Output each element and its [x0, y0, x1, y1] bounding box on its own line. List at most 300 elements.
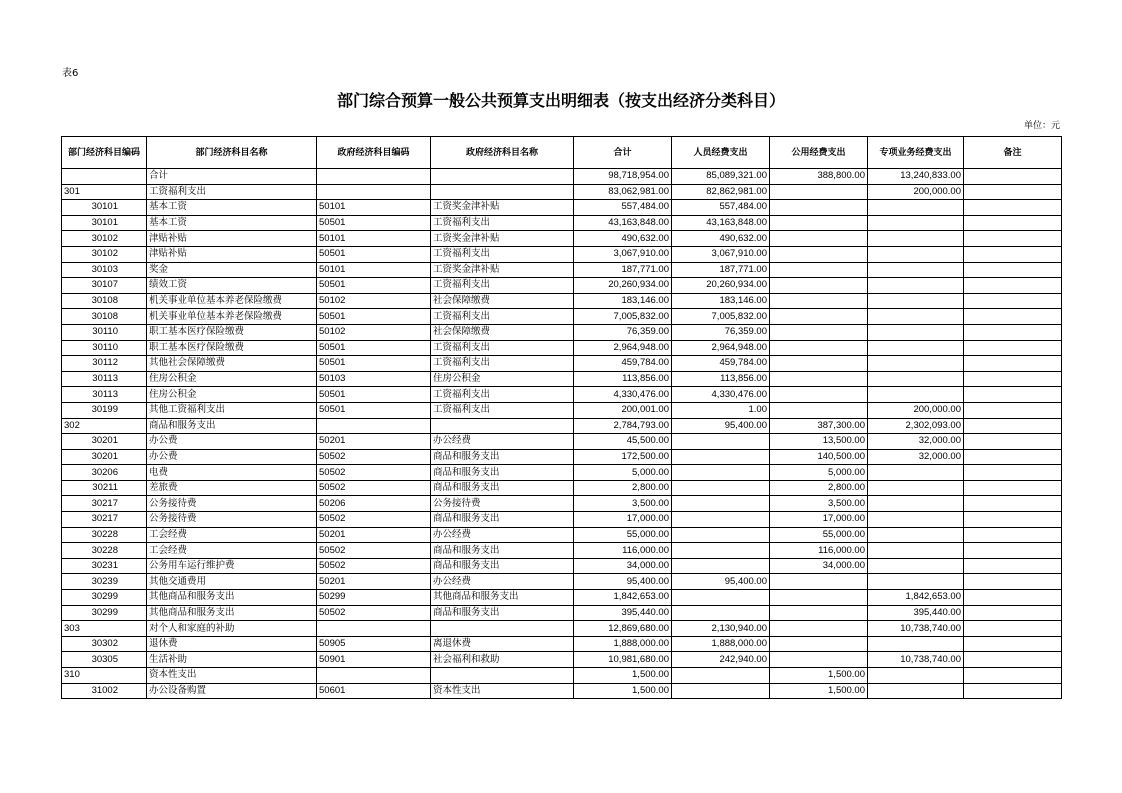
dept-name-cell: 其他交通费用 [147, 574, 317, 590]
gov-code-cell: 50101 [317, 200, 431, 216]
dept-name-cell: 其他商品和服务支出 [147, 605, 317, 621]
public-cell [770, 652, 868, 668]
table-row [62, 465, 1062, 481]
dept-code-cell: 30112 [62, 356, 147, 372]
dept-code-cell: 30101 [62, 215, 147, 231]
header-total: 合计 [574, 137, 672, 169]
gov-code-cell: 50901 [317, 652, 431, 668]
public-cell: 3,500.00 [770, 496, 868, 512]
personnel-cell: 95,400.00 [672, 418, 770, 434]
public-cell [770, 371, 868, 387]
table-row [62, 621, 1062, 637]
table-row [62, 418, 1062, 434]
public-cell: 140,500.00 [770, 449, 868, 465]
total-cell: 1,888,000.00 [574, 636, 672, 652]
gov-code-cell [317, 668, 431, 684]
gov-code-cell: 50905 [317, 636, 431, 652]
gov-name-cell: 资本性支出 [431, 683, 574, 699]
gov-code-cell: 50501 [317, 215, 431, 231]
table-row [62, 262, 1062, 278]
special-cell [868, 340, 964, 356]
note-cell [964, 293, 1062, 309]
total-cell: 34,000.00 [574, 558, 672, 574]
public-cell: 116,000.00 [770, 543, 868, 559]
dept-code-cell: 30201 [62, 449, 147, 465]
special-cell [868, 574, 964, 590]
total-cell: 55,000.00 [574, 527, 672, 543]
personnel-cell: 82,862,981.00 [672, 184, 770, 200]
gov-code-cell: 50502 [317, 449, 431, 465]
total-cell: 3,067,910.00 [574, 246, 672, 262]
gov-name-cell [431, 418, 574, 434]
gov-name-cell [431, 184, 574, 200]
unit-label: 单位：元 [1023, 121, 1060, 131]
dept-name-cell: 生活补助 [147, 652, 317, 668]
special-cell [868, 496, 964, 512]
gov-code-cell: 50502 [317, 480, 431, 496]
public-cell [770, 246, 868, 262]
table-row [62, 402, 1062, 418]
gov-name-cell: 住房公积金 [431, 371, 574, 387]
gov-name-cell: 工资福利支出 [431, 309, 574, 325]
note-cell [964, 324, 1062, 340]
table-row [62, 356, 1062, 372]
personnel-cell [672, 449, 770, 465]
gov-name-cell: 其他商品和服务支出 [431, 590, 574, 606]
note-cell [964, 418, 1062, 434]
public-cell: 1,500.00 [770, 668, 868, 684]
note-cell [964, 184, 1062, 200]
note-cell [964, 558, 1062, 574]
personnel-cell: 85,089,321.00 [672, 169, 770, 185]
personnel-cell: 20,260,934.00 [672, 278, 770, 294]
dept-name-cell: 住房公积金 [147, 371, 317, 387]
special-cell: 2,302,093.00 [868, 418, 964, 434]
dept-name-cell: 差旅费 [147, 480, 317, 496]
public-cell [770, 574, 868, 590]
dept-name-cell: 基本工资 [147, 200, 317, 216]
total-cell: 557,484.00 [574, 200, 672, 216]
gov-code-cell [317, 418, 431, 434]
gov-code-cell: 50502 [317, 465, 431, 481]
personnel-cell: 490,632.00 [672, 231, 770, 247]
personnel-cell: 113,856.00 [672, 371, 770, 387]
public-cell: 34,000.00 [770, 558, 868, 574]
dept-name-cell: 工会经费 [147, 543, 317, 559]
dept-name-cell: 工会经费 [147, 527, 317, 543]
gov-name-cell: 商品和服务支出 [431, 543, 574, 559]
note-cell [964, 246, 1062, 262]
dept-name-cell: 公务用车运行维护费 [147, 558, 317, 574]
special-cell: 200,000.00 [868, 184, 964, 200]
dept-name-cell: 办公费 [147, 434, 317, 450]
dept-code-cell: 30101 [62, 200, 147, 216]
personnel-cell: 2,130,940.00 [672, 621, 770, 637]
note-cell [964, 574, 1062, 590]
note-cell [964, 262, 1062, 278]
gov-name-cell [431, 668, 574, 684]
dept-name-cell: 公务接待费 [147, 496, 317, 512]
total-cell: 183,146.00 [574, 293, 672, 309]
gov-code-cell [317, 184, 431, 200]
personnel-cell [672, 480, 770, 496]
special-cell [868, 278, 964, 294]
dept-name-cell: 办公费 [147, 449, 317, 465]
special-cell [868, 262, 964, 278]
header-personnel: 人员经费支出 [672, 137, 770, 169]
table-row [62, 215, 1062, 231]
total-cell: 17,000.00 [574, 512, 672, 528]
personnel-cell: 4,330,476.00 [672, 387, 770, 403]
table-row [62, 371, 1062, 387]
total-cell: 113,856.00 [574, 371, 672, 387]
table-body [62, 169, 1062, 699]
table-row [62, 246, 1062, 262]
total-cell: 95,400.00 [574, 574, 672, 590]
total-cell: 45,500.00 [574, 434, 672, 450]
note-cell [964, 200, 1062, 216]
note-cell [964, 169, 1062, 185]
table-row [62, 449, 1062, 465]
dept-code-cell: 31002 [62, 683, 147, 699]
personnel-cell: 183,146.00 [672, 293, 770, 309]
gov-code-cell: 50502 [317, 558, 431, 574]
total-cell: 7,005,832.00 [574, 309, 672, 325]
dept-name-cell: 职工基本医疗保险缴费 [147, 324, 317, 340]
gov-name-cell: 商品和服务支出 [431, 480, 574, 496]
total-cell: 4,330,476.00 [574, 387, 672, 403]
gov-name-cell: 商品和服务支出 [431, 512, 574, 528]
header-special: 专项业务经费支出 [868, 137, 964, 169]
table-row [62, 309, 1062, 325]
table-row [62, 652, 1062, 668]
special-cell [868, 293, 964, 309]
gov-name-cell: 商品和服务支出 [431, 558, 574, 574]
personnel-cell: 459,784.00 [672, 356, 770, 372]
personnel-cell [672, 668, 770, 684]
public-cell [770, 605, 868, 621]
special-cell [868, 215, 964, 231]
special-cell [868, 200, 964, 216]
public-cell [770, 324, 868, 340]
dept-name-cell: 绩效工资 [147, 278, 317, 294]
gov-name-cell: 商品和服务支出 [431, 605, 574, 621]
total-cell: 10,981,680.00 [574, 652, 672, 668]
table-row [62, 496, 1062, 512]
public-cell: 13,500.00 [770, 434, 868, 450]
gov-name-cell: 工资福利支出 [431, 215, 574, 231]
dept-code-cell: 30113 [62, 371, 147, 387]
public-cell [770, 636, 868, 652]
public-cell: 388,800.00 [770, 169, 868, 185]
dept-name-cell: 津贴补贴 [147, 246, 317, 262]
note-cell [964, 449, 1062, 465]
gov-name-cell: 工资奖金津补贴 [431, 200, 574, 216]
gov-name-cell: 商品和服务支出 [431, 465, 574, 481]
personnel-cell [672, 683, 770, 699]
special-cell: 200,000.00 [868, 402, 964, 418]
special-cell [868, 683, 964, 699]
gov-name-cell: 商品和服务支出 [431, 449, 574, 465]
note-cell [964, 340, 1062, 356]
dept-code-cell: 30299 [62, 605, 147, 621]
special-cell: 13,240,833.00 [868, 169, 964, 185]
header-public: 公用经费支出 [770, 137, 868, 169]
dept-code-cell: 30108 [62, 309, 147, 325]
special-cell [868, 309, 964, 325]
dept-name-cell: 其他工资福利支出 [147, 402, 317, 418]
table-row [62, 293, 1062, 309]
note-cell [964, 543, 1062, 559]
total-cell: 20,260,934.00 [574, 278, 672, 294]
table-row [62, 184, 1062, 200]
special-cell [868, 543, 964, 559]
dept-code-cell: 301 [62, 184, 147, 200]
special-cell [868, 387, 964, 403]
dept-code-cell: 30110 [62, 324, 147, 340]
total-cell: 12,869,680.00 [574, 621, 672, 637]
dept-code-cell: 30199 [62, 402, 147, 418]
gov-code-cell: 50201 [317, 574, 431, 590]
gov-code-cell: 50299 [317, 590, 431, 606]
dept-code-cell: 302 [62, 418, 147, 434]
special-cell: 10,738,740.00 [868, 652, 964, 668]
note-cell [964, 356, 1062, 372]
table-row [62, 558, 1062, 574]
dept-name-cell: 资本性支出 [147, 668, 317, 684]
table-row [62, 324, 1062, 340]
dept-code-cell [62, 169, 147, 185]
note-cell [964, 231, 1062, 247]
personnel-cell [672, 543, 770, 559]
dept-name-cell: 办公设备购置 [147, 683, 317, 699]
gov-name-cell: 离退休费 [431, 636, 574, 652]
personnel-cell [672, 512, 770, 528]
header-gov-code: 政府经济科目编码 [317, 137, 431, 169]
gov-name-cell: 工资奖金津补贴 [431, 262, 574, 278]
public-cell [770, 231, 868, 247]
total-cell: 98,718,954.00 [574, 169, 672, 185]
personnel-cell [672, 527, 770, 543]
total-cell: 187,771.00 [574, 262, 672, 278]
dept-name-cell: 退休费 [147, 636, 317, 652]
table-number: 表6 [62, 68, 79, 79]
gov-code-cell: 50501 [317, 402, 431, 418]
dept-name-cell: 机关事业单位基本养老保险缴费 [147, 293, 317, 309]
note-cell [964, 496, 1062, 512]
gov-code-cell: 50102 [317, 324, 431, 340]
table-row [62, 527, 1062, 543]
dept-code-cell: 30102 [62, 246, 147, 262]
gov-code-cell: 50103 [317, 371, 431, 387]
personnel-cell: 187,771.00 [672, 262, 770, 278]
public-cell [770, 590, 868, 606]
gov-name-cell: 工资福利支出 [431, 387, 574, 403]
note-cell [964, 512, 1062, 528]
public-cell: 17,000.00 [770, 512, 868, 528]
total-cell: 3,500.00 [574, 496, 672, 512]
public-cell [770, 215, 868, 231]
special-cell [868, 527, 964, 543]
gov-code-cell: 50501 [317, 246, 431, 262]
note-cell [964, 636, 1062, 652]
dept-name-cell: 奖金 [147, 262, 317, 278]
gov-code-cell: 50201 [317, 434, 431, 450]
personnel-cell: 3,067,910.00 [672, 246, 770, 262]
gov-code-cell: 50101 [317, 262, 431, 278]
table-row [62, 278, 1062, 294]
gov-name-cell [431, 621, 574, 637]
table-row [62, 200, 1062, 216]
personnel-cell: 242,940.00 [672, 652, 770, 668]
dept-code-cell: 30113 [62, 387, 147, 403]
table-row [62, 636, 1062, 652]
public-cell [770, 278, 868, 294]
total-cell: 2,784,793.00 [574, 418, 672, 434]
special-cell [868, 246, 964, 262]
table-row [62, 387, 1062, 403]
dept-code-cell: 303 [62, 621, 147, 637]
dept-name-cell: 电费 [147, 465, 317, 481]
gov-name-cell: 工资奖金津补贴 [431, 231, 574, 247]
gov-name-cell: 办公经费 [431, 527, 574, 543]
gov-code-cell: 50501 [317, 309, 431, 325]
total-cell: 43,163,848.00 [574, 215, 672, 231]
dept-code-cell: 30110 [62, 340, 147, 356]
header-gov-name: 政府经济科目名称 [431, 137, 574, 169]
dept-name-cell: 其他社会保障缴费 [147, 356, 317, 372]
total-cell: 76,359.00 [574, 324, 672, 340]
gov-name-cell: 工资福利支出 [431, 340, 574, 356]
dept-code-cell: 30206 [62, 465, 147, 481]
dept-name-cell: 津贴补贴 [147, 231, 317, 247]
total-cell: 395,440.00 [574, 605, 672, 621]
personnel-cell: 7,005,832.00 [672, 309, 770, 325]
gov-code-cell: 50101 [317, 231, 431, 247]
gov-code-cell: 50502 [317, 512, 431, 528]
public-cell [770, 184, 868, 200]
personnel-cell: 1,888,000.00 [672, 636, 770, 652]
special-cell [868, 356, 964, 372]
table-row [62, 683, 1062, 699]
special-cell [868, 231, 964, 247]
dept-code-cell: 30305 [62, 652, 147, 668]
total-cell: 116,000.00 [574, 543, 672, 559]
dept-code-cell: 30239 [62, 574, 147, 590]
personnel-cell [672, 590, 770, 606]
public-cell [770, 402, 868, 418]
note-cell [964, 371, 1062, 387]
note-cell [964, 215, 1062, 231]
personnel-cell: 76,359.00 [672, 324, 770, 340]
total-cell: 490,632.00 [574, 231, 672, 247]
header-note: 备注 [964, 137, 1062, 169]
gov-code-cell: 50501 [317, 278, 431, 294]
table-row [62, 434, 1062, 450]
dept-code-cell: 310 [62, 668, 147, 684]
note-cell [964, 480, 1062, 496]
note-cell [964, 402, 1062, 418]
special-cell [868, 465, 964, 481]
note-cell [964, 278, 1062, 294]
note-cell [964, 387, 1062, 403]
personnel-cell: 95,400.00 [672, 574, 770, 590]
dept-name-cell: 住房公积金 [147, 387, 317, 403]
note-cell [964, 465, 1062, 481]
special-cell [868, 558, 964, 574]
gov-name-cell: 办公经费 [431, 574, 574, 590]
personnel-cell: 2,964,948.00 [672, 340, 770, 356]
special-cell [868, 636, 964, 652]
public-cell [770, 621, 868, 637]
dept-name-cell: 其他商品和服务支出 [147, 590, 317, 606]
special-cell [868, 324, 964, 340]
dept-code-cell: 30217 [62, 512, 147, 528]
public-cell [770, 293, 868, 309]
total-cell: 1,842,653.00 [574, 590, 672, 606]
gov-name-cell: 办公经费 [431, 434, 574, 450]
special-cell: 32,000.00 [868, 449, 964, 465]
special-cell: 395,440.00 [868, 605, 964, 621]
gov-name-cell: 工资福利支出 [431, 278, 574, 294]
personnel-cell [672, 558, 770, 574]
note-cell [964, 652, 1062, 668]
dept-code-cell: 30302 [62, 636, 147, 652]
total-cell: 172,500.00 [574, 449, 672, 465]
personnel-cell [672, 465, 770, 481]
budget-table [61, 136, 1062, 699]
special-cell: 32,000.00 [868, 434, 964, 450]
public-cell: 2,800.00 [770, 480, 868, 496]
public-cell [770, 309, 868, 325]
public-cell [770, 262, 868, 278]
public-cell [770, 387, 868, 403]
dept-code-cell: 30231 [62, 558, 147, 574]
note-cell [964, 309, 1062, 325]
header-dept-code: 部门经济科目编码 [62, 137, 147, 169]
table-row [62, 480, 1062, 496]
personnel-cell: 1.00 [672, 402, 770, 418]
gov-name-cell: 社会保障缴费 [431, 324, 574, 340]
gov-name-cell: 工资福利支出 [431, 402, 574, 418]
dept-name-cell: 基本工资 [147, 215, 317, 231]
gov-code-cell: 50601 [317, 683, 431, 699]
public-cell [770, 340, 868, 356]
gov-code-cell: 50501 [317, 340, 431, 356]
special-cell: 1,842,653.00 [868, 590, 964, 606]
dept-name-cell: 机关事业单位基本养老保险缴费 [147, 309, 317, 325]
public-cell [770, 200, 868, 216]
dept-name-cell: 工资福利支出 [147, 184, 317, 200]
dept-code-cell: 30228 [62, 543, 147, 559]
gov-name-cell: 社会保障缴费 [431, 293, 574, 309]
dept-name-cell: 商品和服务支出 [147, 418, 317, 434]
total-cell: 83,062,981.00 [574, 184, 672, 200]
note-cell [964, 683, 1062, 699]
note-cell [964, 621, 1062, 637]
dept-name-cell: 职工基本医疗保险缴费 [147, 340, 317, 356]
gov-name-cell: 工资福利支出 [431, 246, 574, 262]
special-cell: 10,738,740.00 [868, 621, 964, 637]
dept-code-cell: 30108 [62, 293, 147, 309]
dept-code-cell: 30211 [62, 480, 147, 496]
gov-code-cell: 50501 [317, 387, 431, 403]
public-cell: 5,000.00 [770, 465, 868, 481]
table-header-row [62, 137, 1062, 169]
dept-code-cell: 30217 [62, 496, 147, 512]
gov-code-cell: 50102 [317, 293, 431, 309]
note-cell [964, 668, 1062, 684]
